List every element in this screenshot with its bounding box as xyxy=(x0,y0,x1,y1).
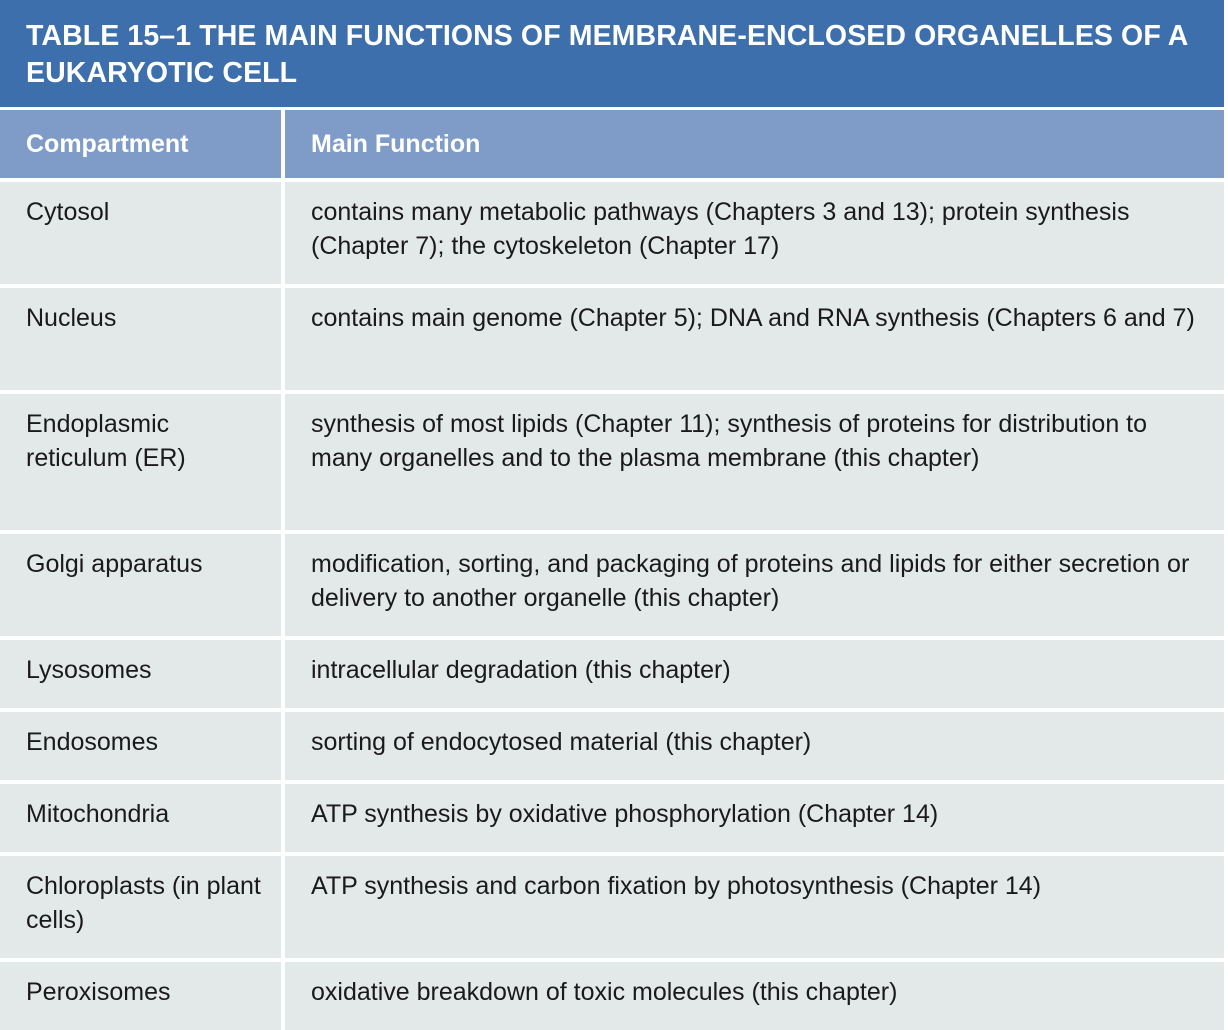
column-header-compartment: Compartment xyxy=(0,110,281,178)
cell-compartment: Nucleus xyxy=(0,288,281,390)
table-row xyxy=(0,288,1224,390)
table-row xyxy=(0,394,1224,530)
table-row xyxy=(0,784,1224,852)
cell-compartment: Lysosomes xyxy=(0,640,281,708)
table-row xyxy=(0,712,1224,780)
cell-main-function: ATP synthesis by oxidative phosphorylation (Chapter 14) xyxy=(285,784,1224,852)
table-row xyxy=(0,640,1224,708)
cell-main-function: sorting of endocytosed material (this chapter) xyxy=(285,712,1224,780)
table-column-header-row xyxy=(0,110,1224,178)
cell-main-function: synthesis of most lipids (Chapter 11); synthesis of proteins for distribution to many organelles and to the plasma membrane (this chapter) xyxy=(285,394,1224,530)
table-row xyxy=(0,856,1224,958)
cell-compartment: Chloroplasts (in plant cells) xyxy=(0,856,281,958)
table-row xyxy=(0,962,1224,1030)
table-row xyxy=(0,182,1224,284)
cell-main-function: ATP synthesis and carbon fixation by photosynthesis (Chapter 14) xyxy=(285,856,1224,958)
cell-main-function: contains many metabolic pathways (Chapters 3 and 13); protein synthesis (Chapter 7); the cytoskeleton (Chapter 17) xyxy=(285,182,1224,284)
cell-compartment: Endosomes xyxy=(0,712,281,780)
table-title: TABLE 15–1 THE MAIN FUNCTIONS OF MEMBRANE-ENCLOSED ORGANELLES OF A EUKARYOTIC CELL xyxy=(0,0,1224,107)
cell-compartment: Endoplasmic reticulum (ER) xyxy=(0,394,281,530)
cell-main-function: contains main genome (Chapter 5); DNA and RNA synthesis (Chapters 6 and 7) xyxy=(285,288,1224,390)
cell-compartment: Cytosol xyxy=(0,182,281,284)
cell-main-function: modification, sorting, and packaging of proteins and lipids for either secretion or delivery to another organelle (this chapter) xyxy=(285,534,1224,636)
cell-compartment: Peroxisomes xyxy=(0,962,281,1030)
table-row xyxy=(0,534,1224,636)
cell-main-function: intracellular degradation (this chapter) xyxy=(285,640,1224,708)
table-body xyxy=(0,178,1228,1030)
cell-compartment: Golgi apparatus xyxy=(0,534,281,636)
cell-main-function: oxidative breakdown of toxic molecules (this chapter) xyxy=(285,962,1224,1030)
column-header-main-function: Main Function xyxy=(285,110,1224,178)
cell-compartment: Mitochondria xyxy=(0,784,281,852)
